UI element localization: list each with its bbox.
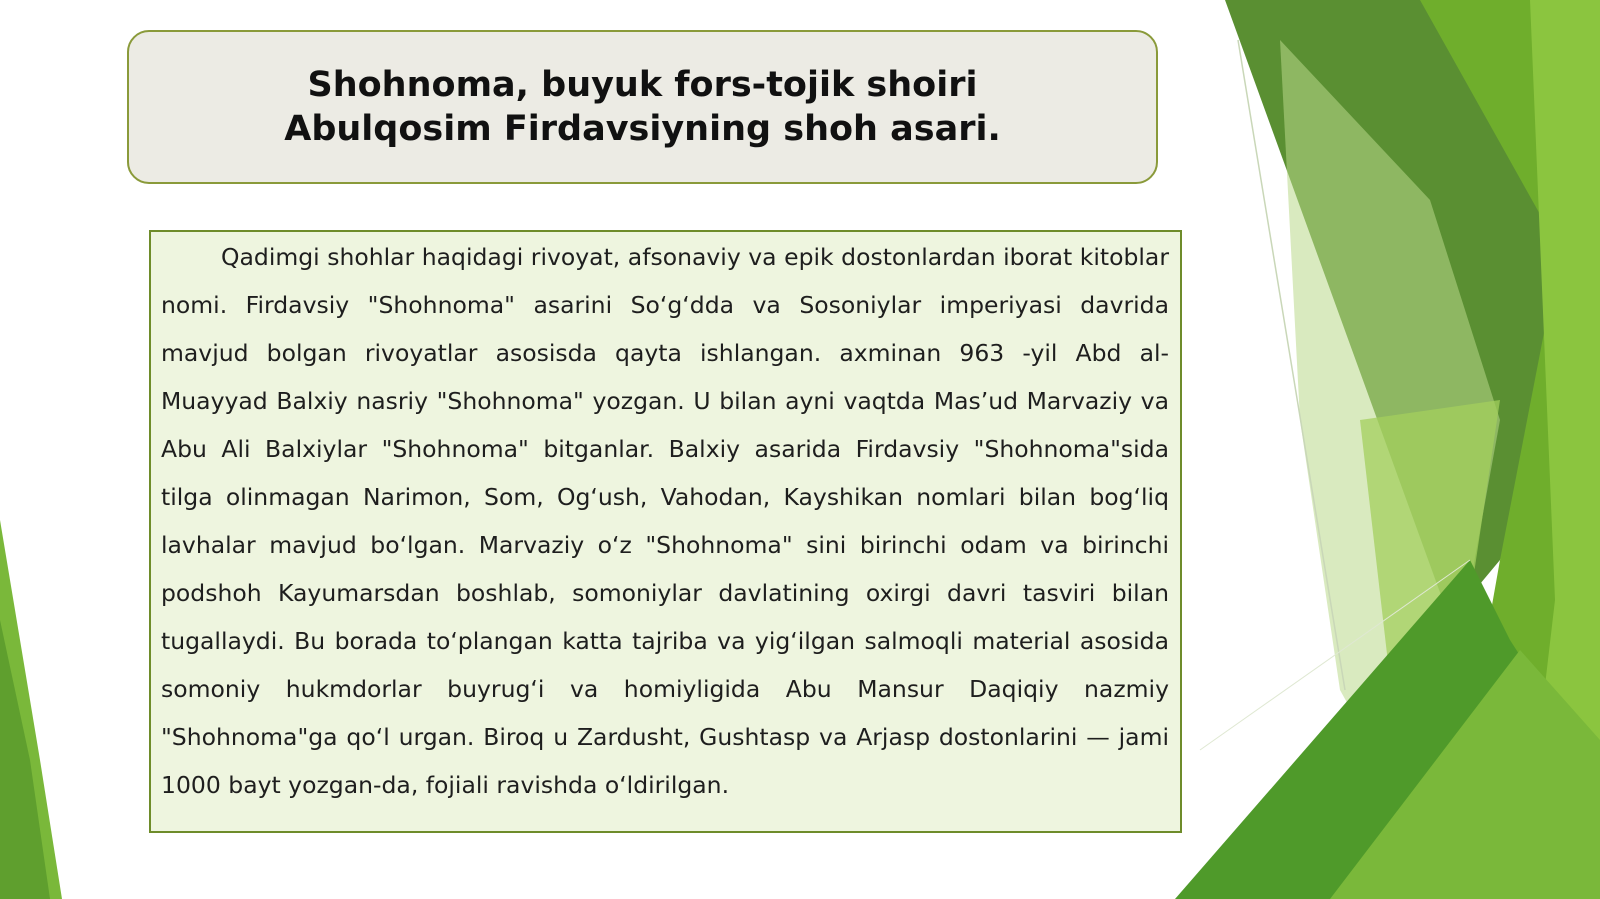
body-paragraph: Qadimgi shohlar haqidagi rivoyat, afsonaviy va epik dostonlardan iborat kitoblar nomi. Firdavsiy "Shohnoma" asarini So‘g‘dda va Sosoniylar imperiyasi davrida mavjud bolgan rivoyatlar asosisda qayta ishlangan. axminan 963 -yil Abd al-Muayyad Balxiy nasriy "Shohnoma" yozgan. U bilan ayni vaqtda Mas’ud Marvaziy va Abu Ali Balxiylar "Shohnoma" bitganlar. Balxiy asarida Firdavsiy "Shohnoma"sida tilga olinmagan Narimon, Som, Og‘ush, Vahodan, Kayshikan nomlari bilan bog‘liq lavhalar mavjud bo‘lgan. Marvaziy o‘z "Shohnoma" sini birinchi odam va birinchi podshoh Kayumarsdan boshlab, somoniylar davlatining oxirgi davri tasviri bilan tugallaydi. Bu borada to‘plangan katta tajriba va yig‘ilgan salmoqli material asosida somoniy hukmdorlar buyrug‘i va homiyligida Abu Mansur Daqiqiy nazmiy "Shohnoma"ga qo‘l urgan. Biroq u Zardusht, Gushtasp va Arjasp dostonlarini — jami 1000 bayt yozgan-da, fojiali ravishda o‘ldirilgan. bbox=[161, 243, 1169, 799]
slide-title: Shohnoma, buyuk fors-tojik shoiri Abulqosim Firdavsiyning shoh asari. bbox=[284, 65, 1001, 149]
title-box bbox=[127, 30, 1158, 184]
left-green-facet-dark bbox=[0, 620, 50, 899]
